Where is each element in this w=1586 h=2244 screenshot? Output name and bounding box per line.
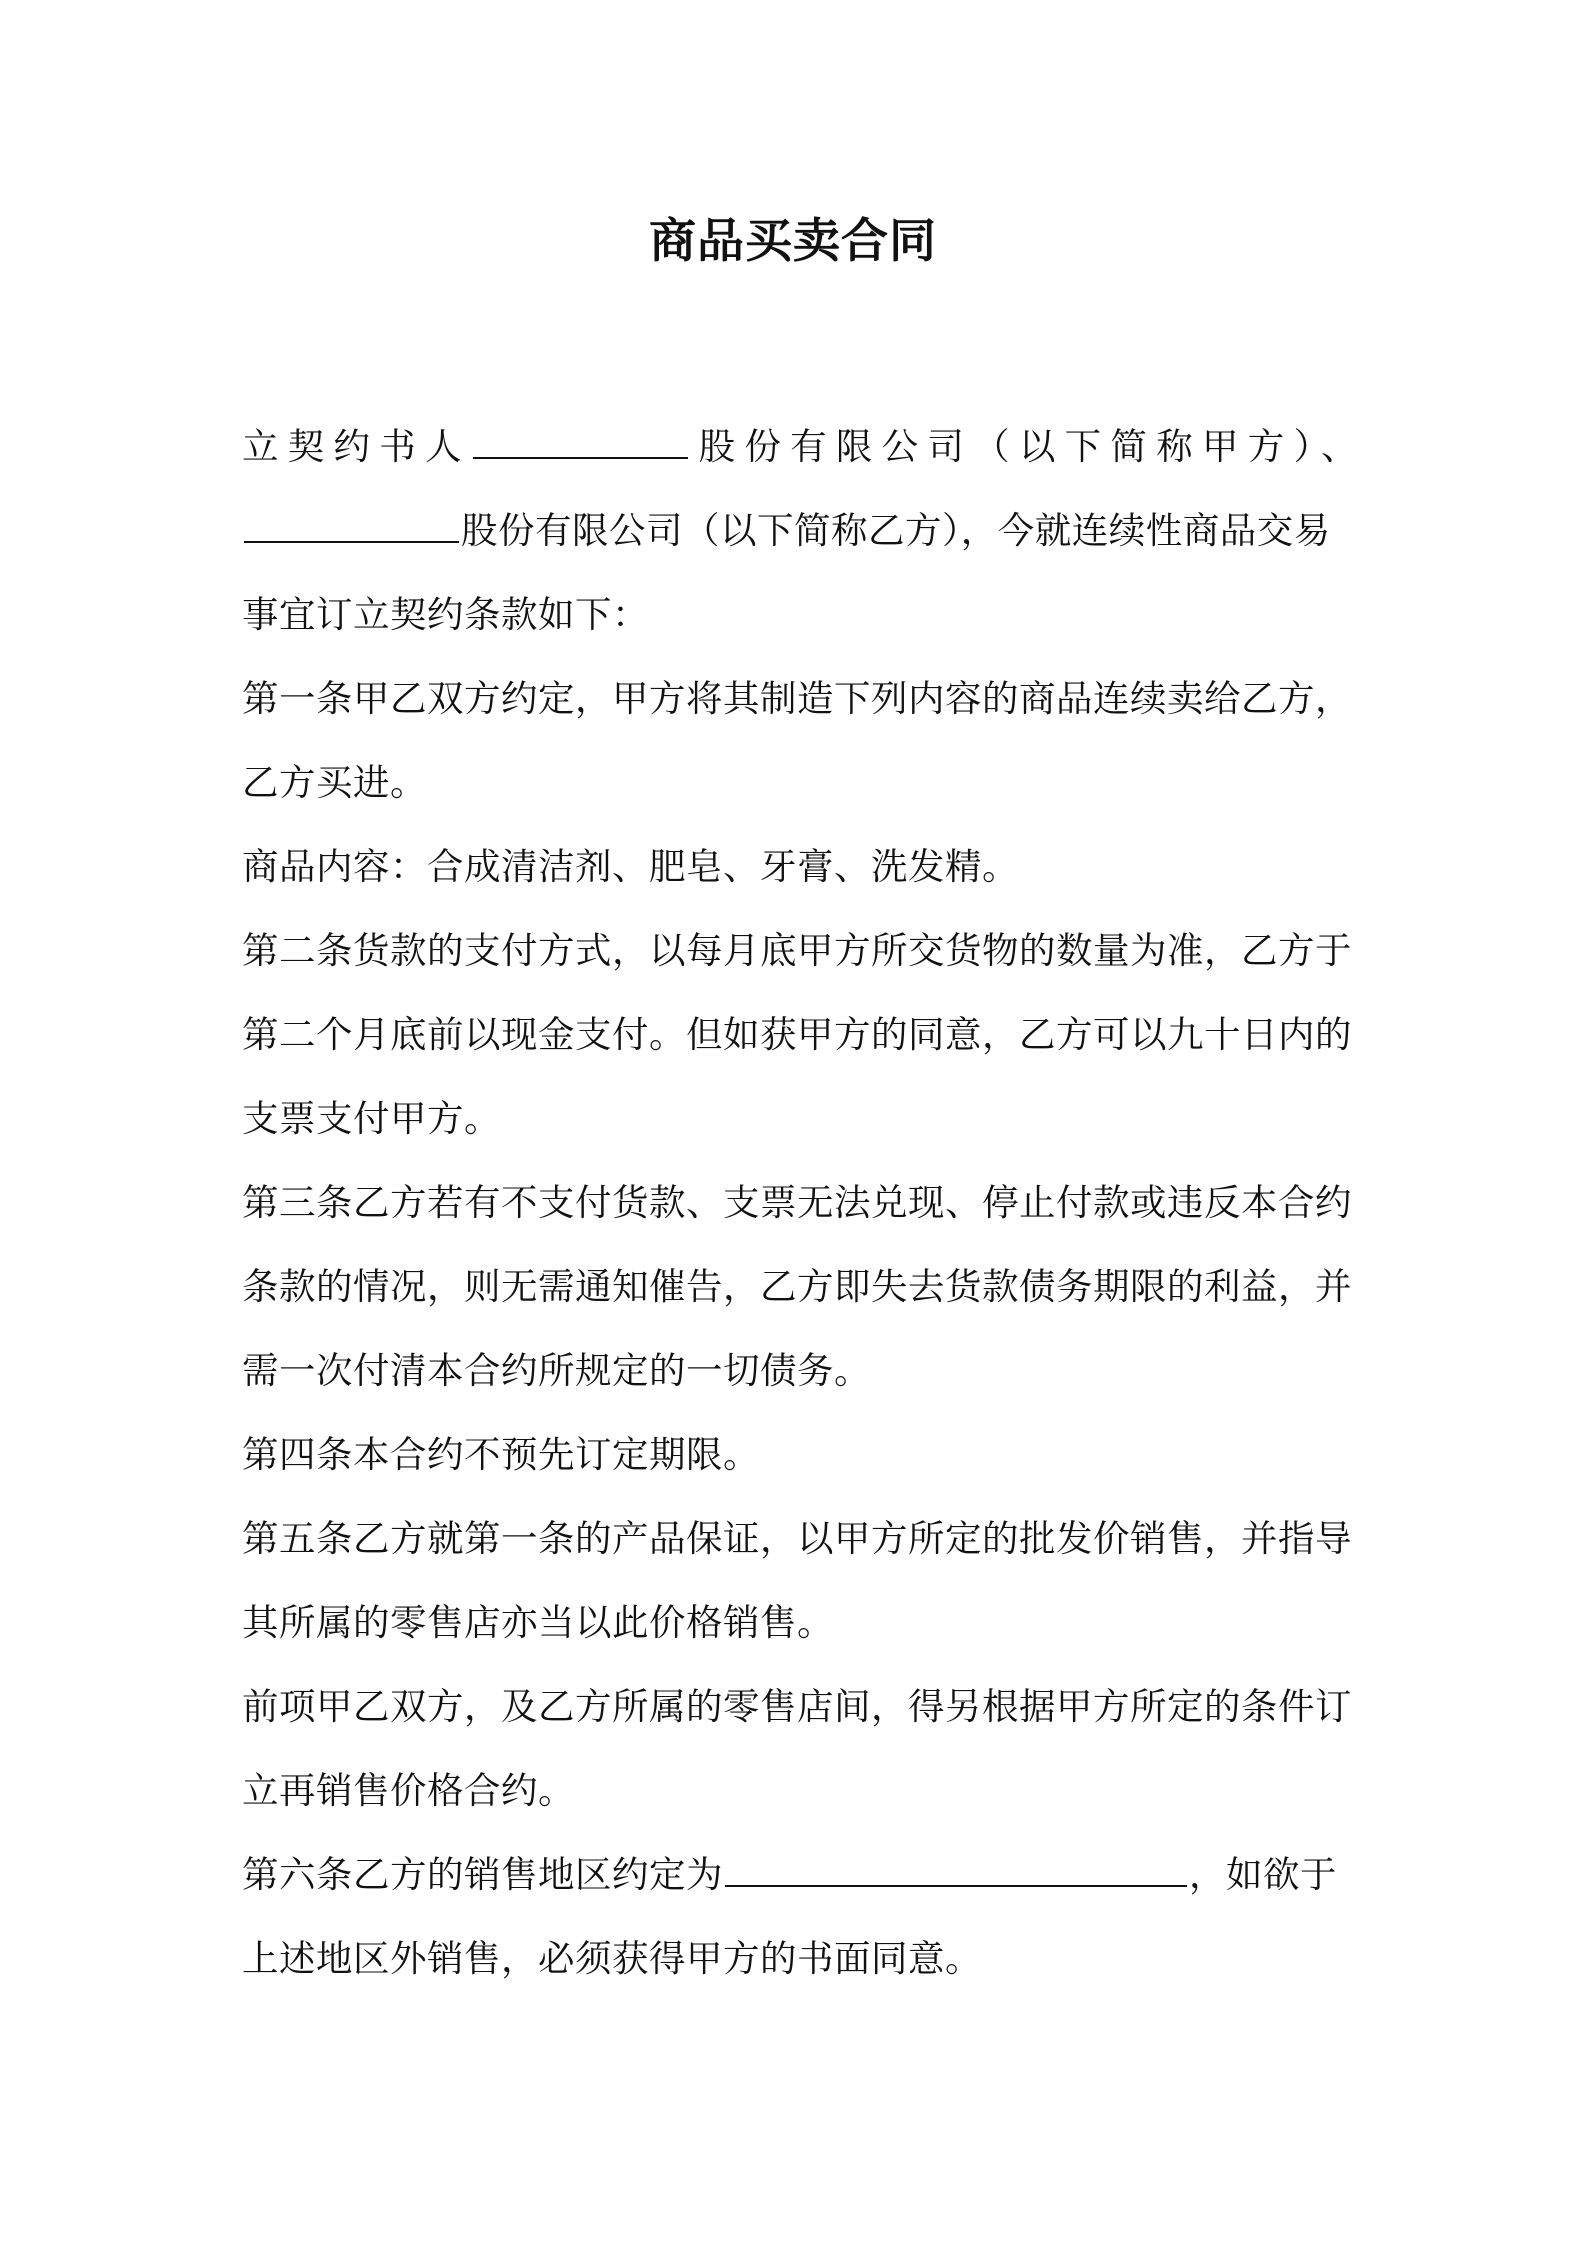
contract-line-12: 需一次付清本合约所规定的一切债务。 bbox=[242, 1349, 871, 1392]
contract-line-text: 股份有限公司（以下简称乙方），今就连续性商品交易 bbox=[461, 509, 1331, 552]
contract-line-10: 第三条乙方若有不支付货款、支票无法兑现、停止付款或违反本合约 bbox=[242, 1181, 1352, 1224]
contract-line-5: 乙方买进。 bbox=[242, 761, 427, 804]
contract-line-14: 第五条乙方就第一条的产品保证，以甲方所定的批发价销售，并指导 bbox=[242, 1517, 1352, 1560]
contract-line-13: 第四条本合约不预先订定期限。 bbox=[242, 1433, 760, 1476]
contract-line-text: ，如欲于 bbox=[1189, 1853, 1337, 1896]
contract-line-3: 事宜订立契约条款如下： bbox=[242, 593, 649, 636]
contract-line-6: 商品内容：合成清洁剂、肥皂、牙膏、洗发精。 bbox=[242, 845, 1019, 888]
document-title: 商品买卖合同 bbox=[649, 214, 937, 269]
contract-line-15: 其所属的零售店亦当以此价格销售。 bbox=[242, 1601, 834, 1644]
contract-line-18 bbox=[242, 1833, 1358, 1917]
sales-region-blank bbox=[725, 1855, 1187, 1887]
contract-line-9: 支票支付甲方。 bbox=[242, 1097, 501, 1140]
contract-line-7: 第二条货款的支付方式，以每月底甲方所交货物的数量为准，乙方于 bbox=[242, 929, 1352, 972]
contract-line-19: 上述地区外销售，必须获得甲方的书面同意。 bbox=[242, 1937, 982, 1980]
contract-line-4: 第一条甲乙双方约定，甲方将其制造下列内容的商品连续卖给乙方， bbox=[242, 677, 1352, 720]
party-b-name-blank bbox=[244, 511, 459, 543]
contract-line-17: 立再销售价格合约。 bbox=[242, 1769, 575, 1812]
contract-line-text: 立契约书人 bbox=[242, 425, 471, 468]
contract-body bbox=[242, 405, 1358, 2001]
contract-line-text: 股份有限公司（以下简称甲方）、 bbox=[689, 425, 1358, 468]
contract-line-11: 条款的情况，则无需通知催告，乙方即失去货款债务期限的利益，并 bbox=[242, 1265, 1352, 1308]
party-a-name-blank bbox=[473, 427, 688, 459]
contract-line-text: 第六条乙方的销售地区约定为 bbox=[242, 1853, 723, 1896]
contract-line-8: 第二个月底前以现金支付。但如获甲方的同意，乙方可以九十日内的 bbox=[242, 1013, 1352, 1056]
contract-line-1 bbox=[242, 405, 1358, 489]
contract-line-2 bbox=[242, 489, 1358, 573]
contract-line-16: 前项甲乙双方，及乙方所属的零售店间，得另根据甲方所定的条件订 bbox=[242, 1685, 1352, 1728]
